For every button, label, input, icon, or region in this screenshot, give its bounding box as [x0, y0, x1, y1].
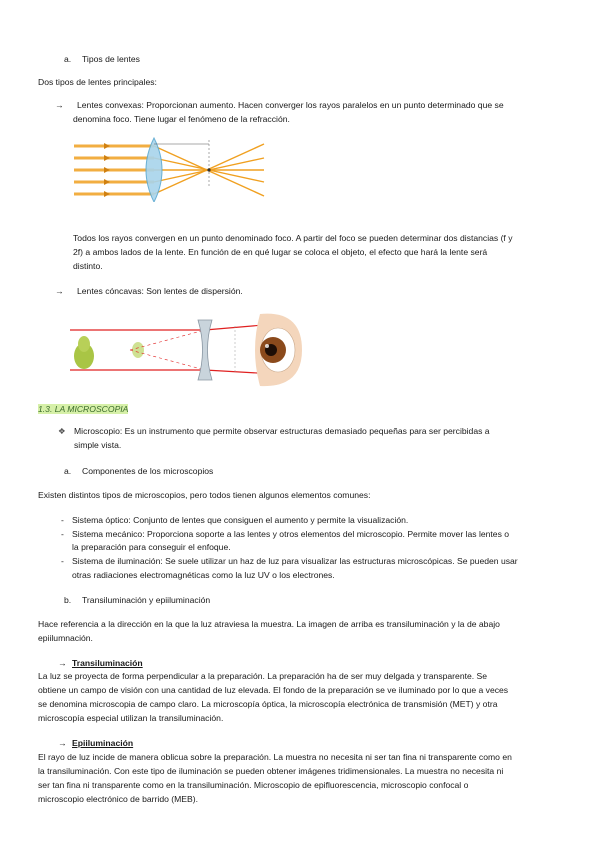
section-title: Tipos de lentes [82, 54, 140, 64]
pear-image-icon [132, 342, 144, 358]
trans-line1: La luz se proyecta de forma perpendicular a la preparación. La preparación ha de ser muy delgada y transparente. Se [38, 671, 488, 681]
epi-title: Epiiluminación [72, 738, 134, 748]
arrow-icon: → [55, 286, 64, 296]
trans-heading [58, 657, 143, 670]
epi-heading [58, 737, 133, 750]
convex-para-line2: 2f) a ambos lados de la lente. En función de en qué lugar se coloca el objeto, el efecto que hará la lente será [73, 247, 488, 257]
dash-bullet: - [61, 529, 64, 539]
section-b-heading [64, 594, 210, 607]
convex-para-line3: distinto. [73, 261, 103, 271]
dash-bullet: - [61, 556, 64, 566]
convex-item [55, 99, 504, 112]
red-rays [70, 324, 275, 374]
arrow-icon: → [58, 658, 67, 668]
component-line1: Sistema de iluminación: Se suele utilizar un haz de luz para visualizar las estructuras microscópicas. Se pueden usar [72, 556, 518, 566]
trans-title: Transiluminación [72, 658, 143, 668]
epi-line4: microscopio electrónico de barrido (MEB). [38, 794, 198, 804]
components-intro: Existen distintos tipos de microscopios, pero todos tienen algunos elementos comunes: [38, 490, 371, 500]
section-a2-heading [64, 465, 213, 478]
component-item [61, 514, 408, 527]
microscope-line1: Microscopio: Es un instrumento que permite observar estructuras demasiado pequeñas para ser percibidas a [74, 426, 490, 436]
section-a-heading [64, 53, 140, 66]
diamond-bullet-icon: ❖ [58, 426, 66, 436]
arrow-icon: → [58, 738, 67, 748]
microscope-line2: simple vista. [74, 440, 122, 450]
b-para-line1: Hace referencia a la dirección en la que la luz atraviesa la muestra. La imagen de arriba es transiluminación y la de abajo [38, 619, 500, 629]
component-item [61, 528, 509, 541]
trans-line2: obtiene un campo de visión con una cantidad de luz elevada. El fondo de la preparación se ve iluminado por lo que a veces [38, 685, 509, 695]
epi-line3: ser tan fina ni transparente como en la transiluminación. Microscopio de epifluorescencia, microscopio confocal o [38, 780, 469, 790]
convex-lens-diagram [74, 134, 274, 202]
intro-text: Dos tipos de lentes principales: [38, 77, 157, 87]
heading-13-text: 1.3. LA MICROSCOPIA [38, 404, 129, 414]
component-line1: Sistema mecánico: Proporciona soporte a las lentes y otros elementos del microscopio. Permite mover las lentes o [72, 529, 510, 539]
section-label: a. [64, 54, 72, 64]
arrow-icon: → [55, 100, 64, 110]
microscope-item [58, 425, 490, 438]
section-title: Componentes de los microscopios [82, 466, 214, 476]
section-title: Transiluminación y epiiluminación [82, 595, 211, 605]
focal-point [207, 168, 210, 171]
concave-item [55, 285, 243, 298]
convex-para-line1: Todos los rayos convergen en un punto denominado foco. A partir del foco se pueden determinar dos distancias (f y [73, 233, 513, 243]
component-line2: otras radiaciones electromagnéticas como la luz UV o los electrones. [72, 570, 335, 580]
component-line2: la preparación para conseguir el enfoque. [72, 542, 231, 552]
section-heading-13 [38, 403, 128, 416]
dash-bullet: - [61, 515, 64, 525]
b-para-line2: epiilumnación. [38, 633, 93, 643]
concave-lens-shape [198, 320, 212, 380]
section-label: b. [64, 595, 72, 605]
concave-text: Lentes cóncavas: Son lentes de dispersión. [77, 286, 243, 296]
epi-line1: El rayo de luz incide de manera oblicua sobre la preparación. La muestra no necesita ni ser tan fina ni transparente como en [38, 752, 512, 762]
component-item [61, 555, 518, 568]
epi-line2: la transiluminación. Con este tipo de iluminación se pueden obtener imágenes tridimensionales. La muestra no necesita ni [38, 766, 504, 776]
trans-line3: se denomina microscopia de campo claro. La microscopía óptica, la microscopía electrónica de transmisión (MET) y otra [38, 699, 498, 709]
concave-lens-diagram [70, 306, 302, 388]
convex-line1: Lentes convexas: Proporcionan aumento. Hacen converger los rayos paralelos en un punto determinado que se [77, 100, 504, 110]
section-label: a. [64, 466, 72, 476]
trans-line4: microscopía especial utilizan la transiluminación. [38, 713, 224, 723]
component-line1: Sistema óptico: Conjunto de lentes que consiguen el aumento y permite la visualización. [72, 515, 409, 525]
convex-line2: denomina foco. Tiene lugar el fenómeno de la refracción. [73, 114, 290, 124]
